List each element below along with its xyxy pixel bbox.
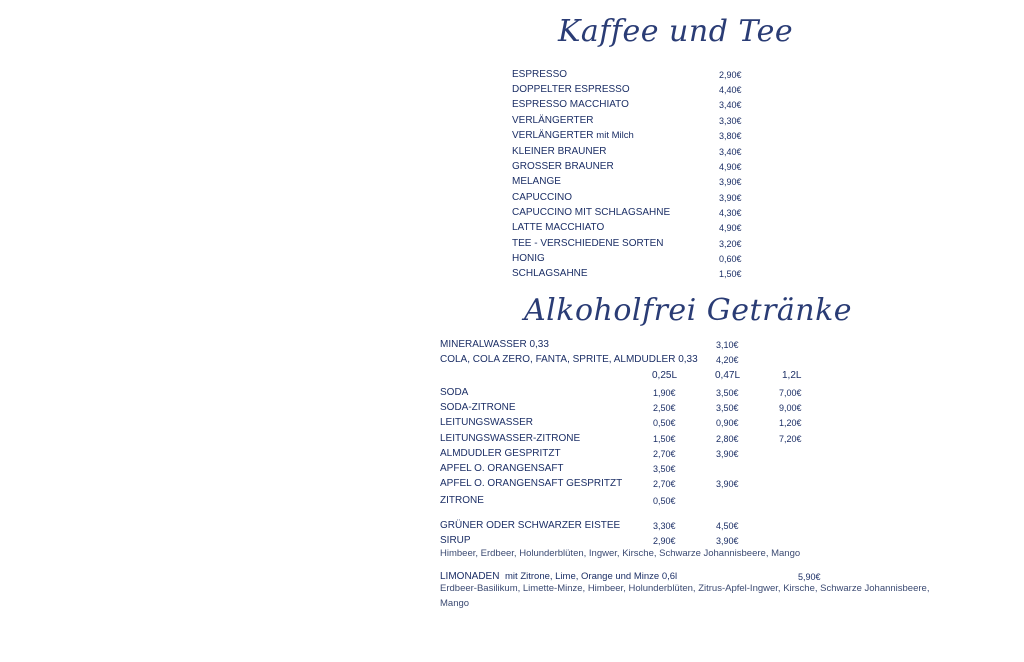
- item-price: 4,50€: [716, 521, 739, 531]
- size-label: 0,25L: [652, 370, 678, 381]
- item-name: VERLÄNGERTER: [512, 130, 594, 141]
- item-price: 9,00€: [779, 403, 802, 413]
- item-name: LATTE MACCHIATO: [512, 222, 605, 233]
- item-price: 2,90€: [719, 70, 742, 80]
- item-price: 7,00€: [779, 388, 802, 398]
- item-name: HONIG: [512, 253, 545, 264]
- item-name: MINERALWASSER 0,33: [440, 339, 549, 350]
- item-price: 3,90€: [716, 449, 739, 459]
- size-label: 1,2L: [782, 370, 802, 381]
- item-price: 3,30€: [719, 116, 742, 126]
- item-price: 1,20€: [779, 418, 802, 428]
- item-name: CAPUCCINO: [512, 192, 573, 203]
- item-name: COLA, COLA ZERO, FANTA, SPRITE, ALMDUDLER 0,33: [440, 354, 698, 365]
- item-name: LIMONADEN: [440, 571, 500, 582]
- item-name: SODA: [440, 387, 469, 398]
- item-name: TEE - VERSCHIEDENE SORTEN: [512, 238, 664, 249]
- item-price: 0,90€: [716, 418, 739, 428]
- item-price: 1,90€: [653, 388, 676, 398]
- item-name: LEITUNGSWASSER-ZITRONE: [440, 433, 581, 444]
- item-name: LEITUNGSWASSER: [440, 417, 533, 428]
- item-price: 7,20€: [779, 434, 802, 444]
- item-name: MELANGE: [512, 176, 561, 187]
- item-name: APFEL O. ORANGENSAFT GESPRITZT: [440, 478, 623, 489]
- item-price: 2,90€: [653, 536, 676, 546]
- sirup-flavors: Himbeer, Erdbeer, Holunderblüten, Ingwer, Kirsche, Schwarze Johannisbeere, Mango: [440, 548, 801, 559]
- item-price: 3,40€: [719, 147, 742, 157]
- item-price: 1,50€: [719, 269, 742, 279]
- kaffee-und-tee-heading: Kaffee und Tee: [558, 14, 794, 49]
- item-price: 0,60€: [719, 254, 742, 264]
- item-name: SODA-ZITRONE: [440, 402, 516, 413]
- item-name: KLEINER BRAUNER: [512, 146, 607, 157]
- item-price: 4,90€: [719, 223, 742, 233]
- item-name: DOPPELTER ESPRESSO: [512, 84, 630, 95]
- item-price: 3,90€: [719, 177, 742, 187]
- item-price: 3,90€: [719, 193, 742, 203]
- item-price: 0,50€: [653, 496, 676, 506]
- item-name: ZITRONE: [440, 495, 484, 506]
- item-price: 1,50€: [653, 434, 676, 444]
- item-price: 3,20€: [719, 239, 742, 249]
- item-price: 3,50€: [716, 388, 739, 398]
- item-price: 2,80€: [716, 434, 739, 444]
- item-price: 5,90€: [798, 572, 821, 582]
- item-name: ESPRESSO MACCHIATO: [512, 99, 629, 110]
- item-price: 2,70€: [653, 479, 676, 489]
- item-price: 4,30€: [719, 208, 742, 218]
- item-price: 4,90€: [719, 162, 742, 172]
- item-price: 3,10€: [716, 340, 739, 350]
- size-label: 0,47L: [715, 370, 741, 381]
- item-name: SIRUP: [440, 535, 471, 546]
- item-price: 0,50€: [653, 418, 676, 428]
- item-name: VERLÄNGERTER: [512, 115, 594, 126]
- item-name: CAPUCCINO MIT SCHLAGSAHNE: [512, 207, 671, 218]
- item-price: 3,90€: [716, 536, 739, 546]
- item-price: 3,90€: [716, 479, 739, 489]
- limonaden-flavors: Erdbeer-Basilikum, Limette-Minze, Himbeer, Holunderblüten, Zitrus-Apfel-Ingwer, Kirsche, Schwarze Johannisbeere,: [440, 583, 930, 594]
- item-price: 4,20€: [716, 355, 739, 365]
- item-price: 3,50€: [653, 464, 676, 474]
- item-name: GRÜNER ODER SCHWARZER EISTEE: [440, 520, 621, 531]
- item-name: SCHLAGSAHNE: [512, 268, 588, 279]
- item-price: 2,50€: [653, 403, 676, 413]
- item-name: GROSSER BRAUNER: [512, 161, 614, 172]
- item-note: mit Milch: [596, 130, 634, 141]
- item-price: 2,70€: [653, 449, 676, 459]
- item-name: ESPRESSO: [512, 69, 568, 80]
- alkoholfrei-getraenke-heading: Alkoholfrei Getränke: [524, 293, 853, 328]
- item-price: 3,80€: [719, 131, 742, 141]
- item-name: ALMDUDLER GESPRITZT: [440, 448, 561, 459]
- item-price: 3,30€: [653, 521, 676, 531]
- item-note: mit Zitrone, Lime, Orange und Minze 0,6l: [505, 571, 678, 582]
- item-name: APFEL O. ORANGENSAFT: [440, 463, 564, 474]
- item-price: 3,50€: [716, 403, 739, 413]
- item-price: 4,40€: [719, 85, 742, 95]
- item-price: 3,40€: [719, 100, 742, 110]
- limonaden-flavors-cont: Mango: [440, 598, 470, 609]
